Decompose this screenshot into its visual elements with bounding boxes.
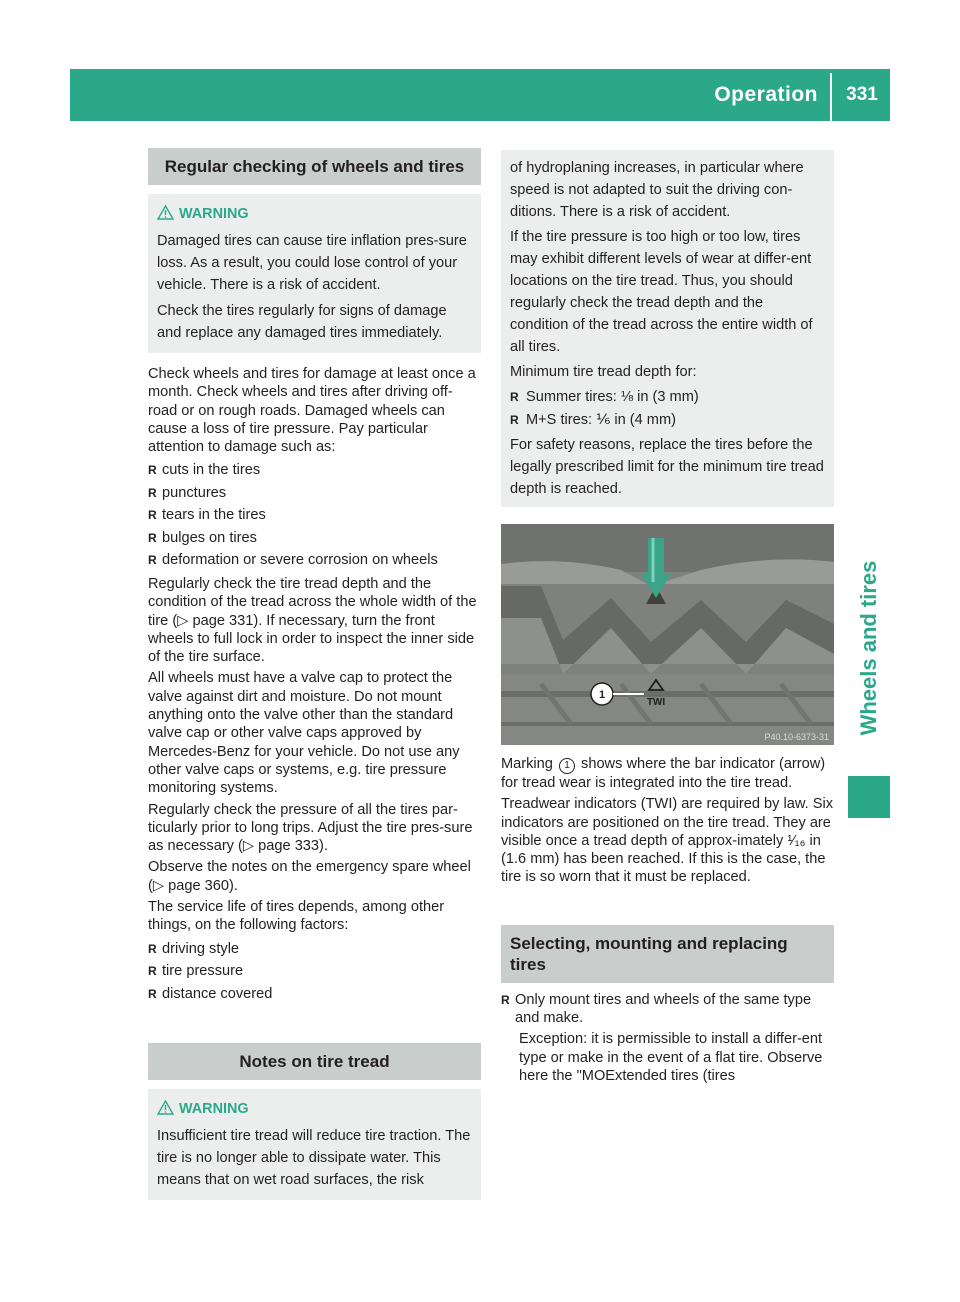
paragraph: All wheels must have a valve cap to protect the valve against dirt and moisture. Do not mount anything onto the valve other than the standard valve cap or other valve caps approved by Mercedes-Benz for your vehicle. Do not use any other valve caps or systems, e.g. tire pressure monitoring systems. [148,670,460,797]
paragraph: Regularly check the pressure of all the tires par-ticularly prior to long trips. Adjust the tire pres-sure as necessary (▷ page 333). [148,801,473,855]
warning-text: of hydroplaning increases, in particular where speed is not adapted to suit the driving con-ditions. There is a risk of accident. [510,160,804,220]
list-item: R cuts in the tires [148,459,481,482]
warning-text: Minimum tire tread depth for: [510,364,697,380]
list-item: R bulges on tires [148,527,481,550]
warning-title-text: WARNING [179,1101,249,1118]
paragraph: Observe the notes on the emergency spare wheel (▷ page 360). [148,859,471,894]
warning-triangle-icon [157,1100,175,1121]
page-number: 331 [846,84,878,105]
list-item: R tire pressure [148,960,481,983]
paragraph: Regularly check the tire tread depth and the condition of the tread across the whole width of the tire (▷ page 331). If necessary, turn the front wheels to full lock in order to inspect the inner side of the tire surface. [148,575,477,666]
section-heading-regular-checking: Regular checking of wheels and tires [148,148,481,185]
warning-title-text: WARNING [179,206,249,222]
chapter-marker [848,776,890,818]
callout-reference: 1 [559,758,575,774]
list-item: R Summer tires: ⅛ in (3 mm) [510,386,825,409]
factor-list [148,938,481,1006]
selecting-list [501,991,834,1028]
text-run: shows where the bar indicator (arrow) for tread wear is integrated into the tire tread. [501,756,826,791]
warning-text: Insufficient tire tread will reduce tire traction. The tire is no longer able to dissipate water. This means that on wet road surfaces, the risk [157,1128,471,1189]
warning-text: Damaged tires can cause tire inflation pres-sure loss. As a result, you could lose control of your vehicle. There is a risk of accident. [157,233,467,293]
page-header [70,69,890,121]
list-item: R Only mount tires and wheels of the same type and make. [501,991,834,1028]
paragraph: Treadwear indicators (TWI) are required by law. Six indicators are positioned on the tire tread. They are visible once a tread depth of approx-imately ¹⁄₁₆ in (1.6 mm) has been reached. If this is the case, the tire is so worn that it must be replaced. [501,796,833,886]
section-title: Operation [714,83,818,106]
warning-title [157,204,472,226]
list-item: R M+S tires: ⅙ in (4 mm) [510,409,825,432]
twi-marking: TWI [646,697,666,708]
warning-box [148,194,481,353]
list-item: R deformation or severe corrosion on wheels [148,549,481,572]
damage-list [148,459,481,572]
section-heading-tire-tread: Notes on tire tread [148,1043,481,1080]
paragraph: Check wheels and tires for damage at least once a month. Check wheels and tires after driving off-road or on rough roads. Damaged wheels can cause a loss of tire pressure. Pay particular attention to damage such as: [148,366,476,456]
warning-triangle-icon [157,205,175,226]
warning-title [157,1099,472,1121]
header-divider [830,73,832,121]
image-code: P40.10-6373-31 [764,732,829,742]
list-item: R punctures [148,482,481,505]
list-item: R tears in the tires [148,504,481,527]
list-item: R driving style [148,938,481,961]
paragraph: Exception: it is permissible to install a differ-ent type or make in the event of a flat tire. Observe here the "MOExtended tires (tires [519,1031,823,1084]
chapter-tab-label: Wheels and tires [856,560,881,736]
text-run: Marking [501,756,553,772]
chapter-tab [848,540,890,756]
section-heading-selecting-tires: Selecting, mounting and replacing tires [501,925,834,983]
warning-box [148,1089,481,1200]
tire-tread-illustration [501,524,834,745]
warning-continuation-box [501,150,834,507]
left-column [148,148,481,1200]
right-column [501,150,834,1088]
list-item: R distance covered [148,983,481,1006]
warning-text: For safety reasons, replace the tires before the legally prescribed limit for the minimum tire tread depth is reached. [510,437,824,497]
callout-number: 1 [598,689,606,701]
tire-tread-graphic [501,524,834,745]
paragraph: The service life of tires depends, among other things, on the following factors: [148,899,445,934]
warning-text: Check the tires regularly for signs of damage and replace any damaged tires immediately. [157,303,447,341]
tread-depth-list [510,386,825,431]
paragraph [501,755,834,792]
warning-text: If the tire pressure is too high or too low, tires may exhibit different levels of wear at differ-ent locations on the tire tread. Thus, you should regularly check the tread depth and the condition of the tread across the entire width of all tires. [510,229,813,355]
